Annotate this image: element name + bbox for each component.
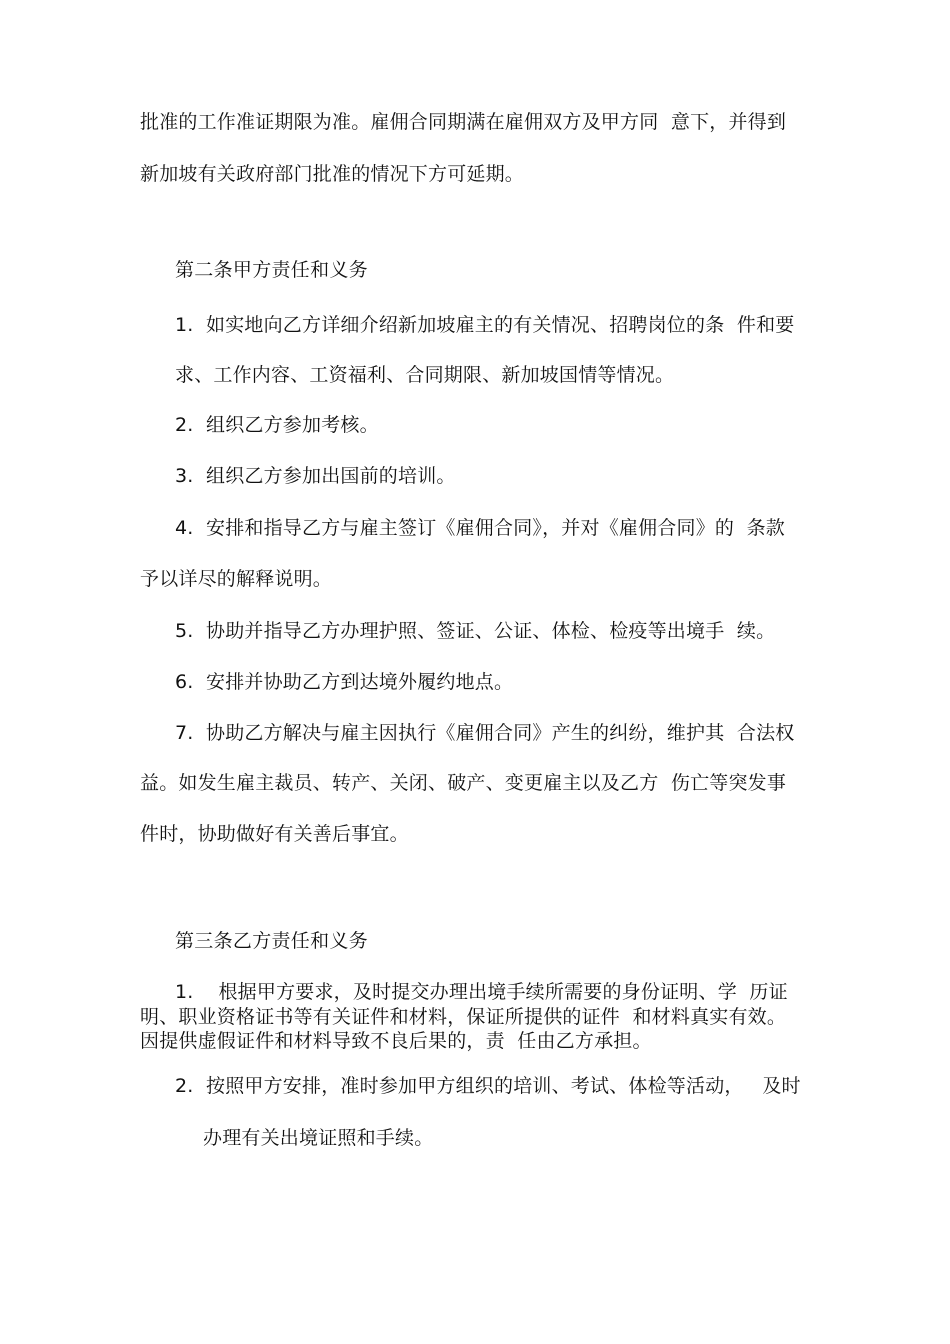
article-3-item-2-line-1: 2. 按照甲方安排，准时参加甲方组织的培训、考试、体检等活动， 及时 [175,1075,801,1097]
article-3-item-1-line-1: 1. 根据甲方要求，及时提交办理出境手续所需要的身份证明、学 历证 [175,981,788,1003]
article-2-item-7-line-2: 益。如发生雇主裁员、转产、关闭、破产、变更雇主以及乙方 伤亡等突发事 [140,772,787,794]
article-2-item-3: 3. 组织乙方参加出国前的培训。 [175,465,456,487]
article-2-item-2: 2. 组织乙方参加考核。 [175,414,379,436]
article-2-item-7-line-3: 件时，协助做好有关善后事宜。 [140,823,409,845]
article-2-item-5: 5. 协助并指导乙方办理护照、签证、公证、体检、检疫等出境手 续。 [175,620,776,642]
article-2-item-1-line-1: 1. 如实地向乙方详细介绍新加坡雇主的有关情况、招聘岗位的条 件和要 [175,314,795,336]
article-2-item-6: 6. 安排并协助乙方到达境外履约地点。 [175,671,514,693]
article-2-item-1-line-2: 求、工作内容、工资福利、合同期限、新加坡国情等情况。 [175,364,675,386]
paragraph-continuation-line-2: 新加坡有关政府部门批准的情况下方可延期。 [140,163,525,185]
article-3-item-2-line-2: 办理有关出境证照和手续。 [203,1127,434,1149]
article-3-heading: 第三条乙方责任和义务 [175,930,369,952]
article-2-heading: 第二条甲方责任和义务 [175,259,369,281]
article-3-item-1-line-3: 因提供虚假证件和材料导致不良后果的，责 任由乙方承担。 [140,1030,652,1052]
paragraph-continuation-line-1: 批准的工作准证期限为准。雇佣合同期满在雇佣双方及甲方同 意下，并得到 [140,111,787,133]
article-3-item-1-line-2: 明、职业资格证书等有关证件和材料，保证所提供的证件 和材料真实有效。 [140,1006,787,1028]
article-2-item-4-line-2: 予以详尽的解释说明。 [140,568,333,590]
article-2-item-7-line-1: 7. 协助乙方解决与雇主因执行《雇佣合同》产生的纠纷，维护其 合法权 [175,722,795,744]
article-2-item-4-line-1: 4. 安排和指导乙方与雇主签订《雇佣合同》，并对《雇佣合同》的 条款 [175,517,785,539]
